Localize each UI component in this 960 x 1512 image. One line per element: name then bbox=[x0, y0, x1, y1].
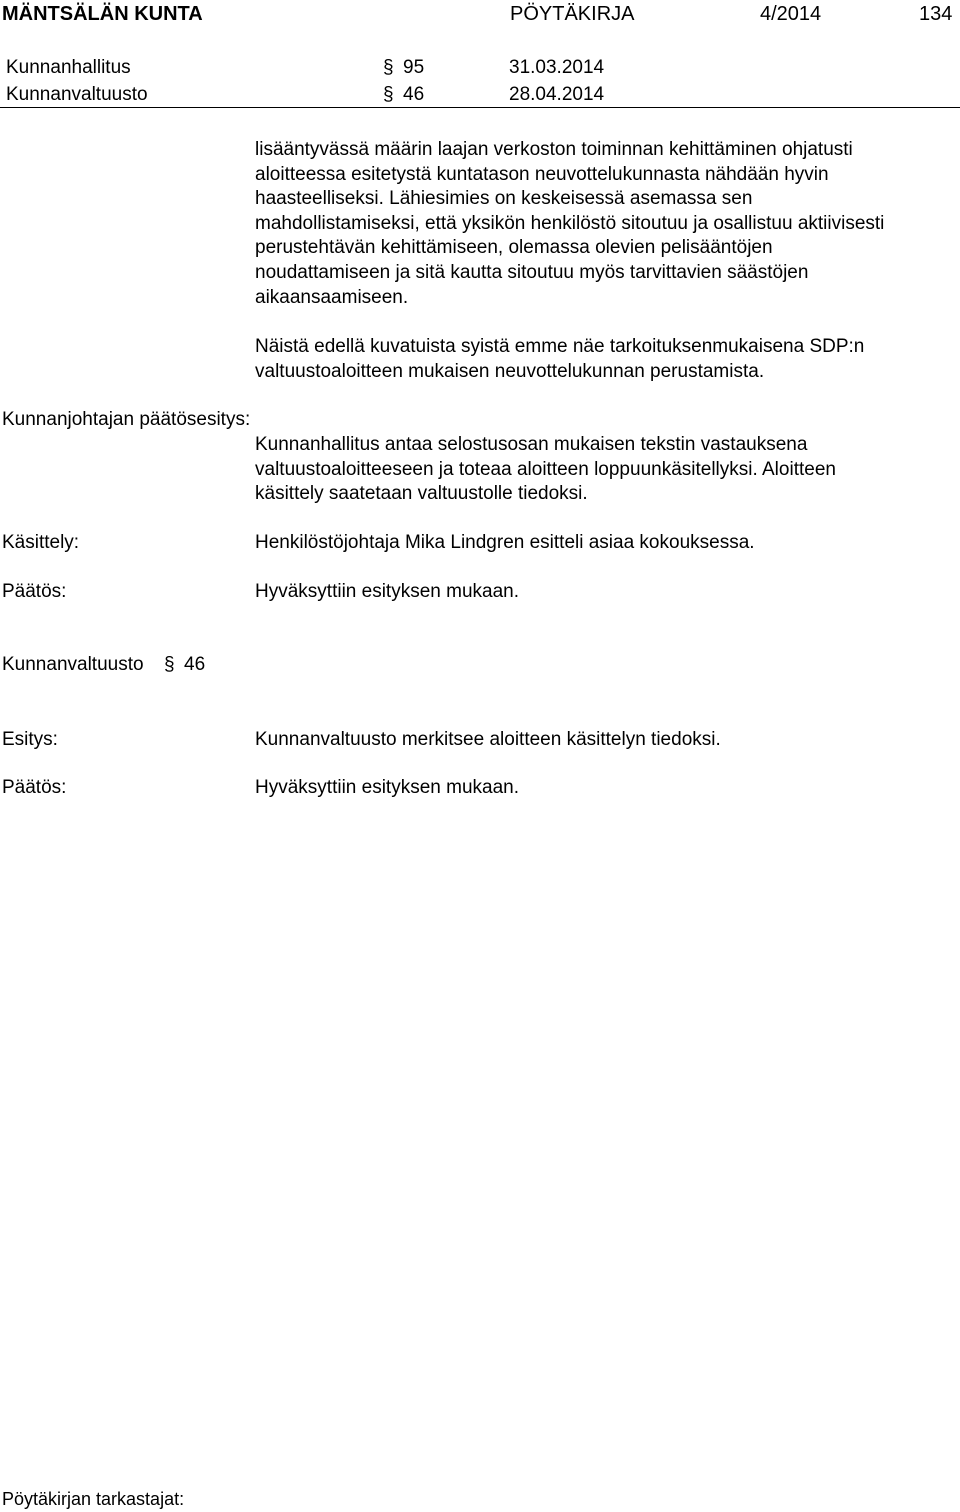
text-line: valtuustoaloitteeseen ja toteaa aloitteen loppuunkäsitellyksi. Aloitteen bbox=[255, 458, 836, 480]
header-divider bbox=[0, 107, 960, 108]
text-line: Näistä edellä kuvatuista syistä emme näe tarkoituksenmukaisena SDP:n bbox=[255, 336, 865, 357]
presentation-text: Kunnanvaltuusto merkitsee aloitteen käsittelyn tiedoksi. bbox=[255, 729, 721, 750]
section-number: 95 bbox=[403, 57, 425, 78]
text-line: noudattamiseen ja sitä kautta sitoutuu myös tarvittavien säästöjen bbox=[255, 261, 809, 283]
text-line: haasteelliseksi. Lähiesimies on keskeisessä asemassa sen bbox=[255, 188, 753, 210]
text-line: Kunnanhallitus antaa selostusosan mukaisen tekstin vastauksena bbox=[255, 434, 808, 455]
meeting-date: 28.04.2014 bbox=[509, 84, 605, 105]
handling-label: Käsittely: bbox=[2, 532, 80, 553]
section-sign: § bbox=[164, 654, 175, 675]
document-type: PÖYTÄKIRJA bbox=[510, 3, 635, 25]
text-line: perustehtävän kehittämiseen, olemassa olevien pelisääntöjen bbox=[255, 237, 773, 259]
decision-text: Hyväksyttiin esityksen mukaan. bbox=[255, 777, 519, 798]
body-paragraph-1 bbox=[255, 138, 958, 310]
proposal-label: Kunnanjohtajan päätösesitys: bbox=[2, 409, 251, 430]
section-number: 46 bbox=[403, 84, 425, 105]
organization-name: MÄNTSÄLÄN KUNTA bbox=[2, 3, 203, 25]
section-sign: § bbox=[383, 84, 394, 105]
presentation-label: Esitys: bbox=[2, 729, 58, 750]
text-line: lisääntyvässä määrin laajan verkoston toiminnan kehittäminen ohjatusti bbox=[255, 139, 853, 160]
text-line: valtuustoaloitteen mukaisen neuvottelukunnan perustamista. bbox=[255, 360, 765, 382]
decision-label: Päätös: bbox=[2, 581, 67, 602]
text-line: aikaansaamiseen. bbox=[255, 286, 409, 308]
section-number: 46 bbox=[184, 654, 206, 675]
document-number: 4/2014 bbox=[760, 3, 822, 25]
decision-text: Hyväksyttiin esityksen mukaan. bbox=[255, 581, 519, 602]
council-body: Kunnanvaltuusto bbox=[2, 654, 144, 675]
meeting-body: Kunnanvaltuusto bbox=[6, 84, 148, 105]
proposal-text bbox=[255, 433, 958, 507]
handling-text: Henkilöstöjohtaja Mika Lindgren esitteli asiaa kokouksessa. bbox=[255, 532, 755, 553]
meeting-body: Kunnanhallitus bbox=[6, 57, 131, 78]
text-line: käsittely saatetaan valtuustolle tiedoksi. bbox=[255, 483, 588, 505]
page-number: 134 bbox=[919, 3, 953, 25]
body-paragraph-2 bbox=[255, 335, 958, 384]
reviewers-label: Pöytäkirjan tarkastajat: bbox=[2, 1489, 185, 1509]
section-sign: § bbox=[383, 57, 394, 78]
decision-label: Päätös: bbox=[2, 777, 67, 798]
text-line: mahdollistamiseksi, että yksikön henkilöstö sitoutuu ja osallistuu aktiivisesti bbox=[255, 212, 885, 234]
meeting-date: 31.03.2014 bbox=[509, 57, 605, 78]
text-line: aloitteessa esitetystä kuntatason neuvottelukunnasta nähdään hyvin bbox=[255, 163, 829, 185]
